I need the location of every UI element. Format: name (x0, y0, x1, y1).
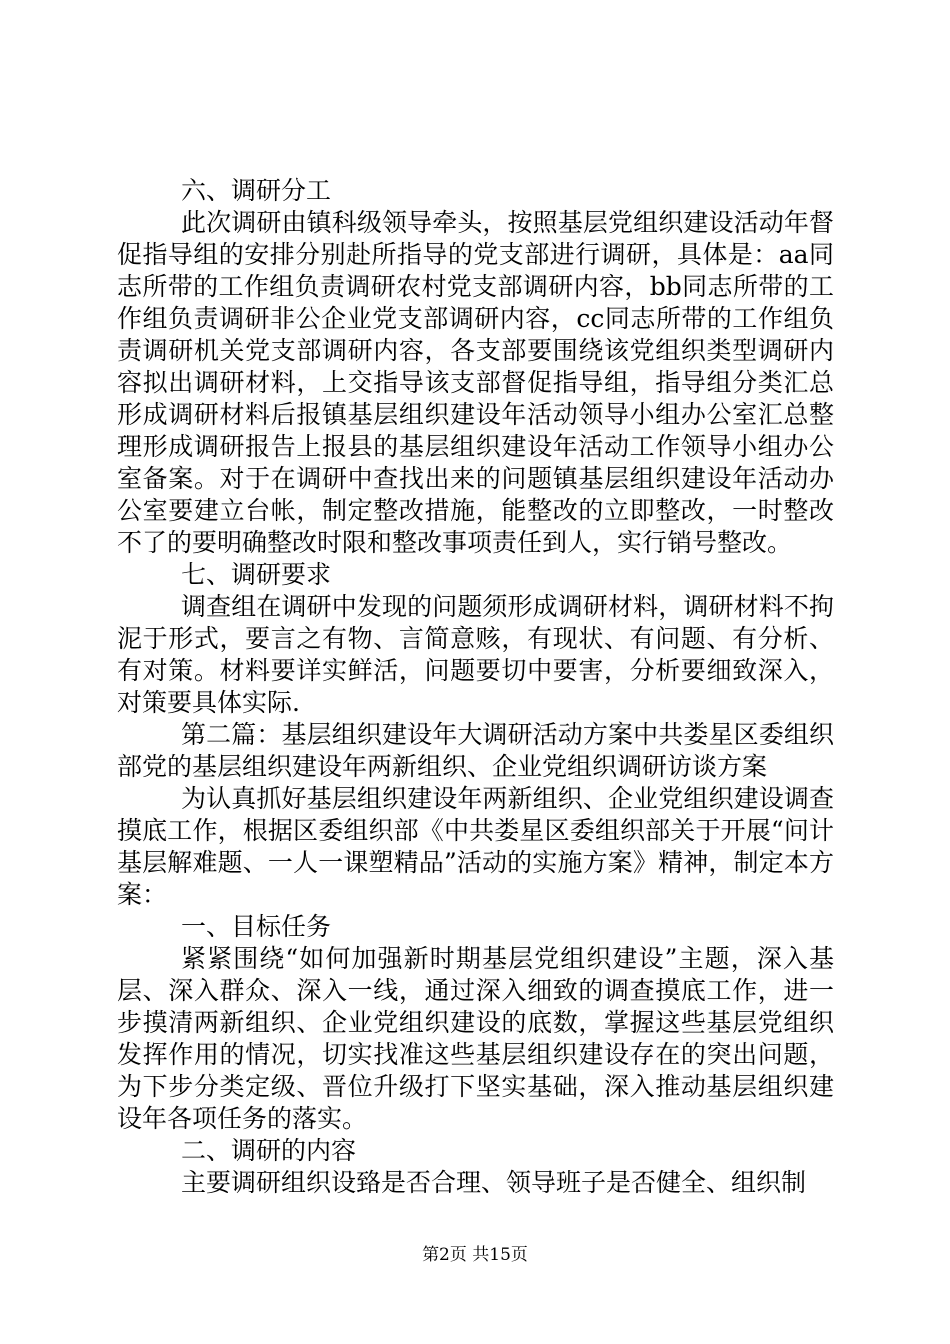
paragraph-requirements: 调查组在调研中发现的问题须形成调研材料，调研材料不拘泥于形式，要言之有物、言简意赅，有现状、有问题、有分析、有对策。材料要详实鲜活，问题要切中要害，分析要细致深入，对策要具体实际. (117, 592, 834, 717)
paragraph-content: 主要调研组织设臵是否合理、领导班子是否健全、组织制 (181, 1168, 807, 1197)
chapter-title-second: 第二篇：基层组织建设年大调研活动方案中共娄星区委组织部党的基层组织建设年两新组织、企业党组织调研访谈方案 (117, 720, 834, 781)
section-heading-requirements: 七、调研要求 (181, 560, 332, 589)
section-heading-objectives: 一、目标任务 (181, 912, 332, 941)
page-number-footer: 第2页 共15页 (422, 1245, 528, 1265)
section-heading-division-of-work: 六、调研分工 (181, 176, 332, 205)
document-body (117, 175, 834, 1199)
section-heading-content: 二、调研的内容 (181, 1136, 357, 1165)
paragraph-intro: 为认真抓好基层组织建设年两新组织、企业党组织建设调查摸底工作，根据区委组织部《中共娄星区委组织部关于开展“问计基层解难题、一人一课塑精品”活动的实施方案》精神，制定本方案： (117, 784, 834, 909)
paragraph-objectives: 紧紧围绕“如何加强新时期基层党组织建设”主题，深入基层、深入群众、深入一线，通过深入细致的调查摸底工作，进一步摸清两新组织、企业党组织建设的底数，掌握这些基层党组织发挥作用的情况，切实找准这些基层组织建设存在的突出问题，为下步分类定级、晋位升级打下坚实基础，深入推动基层组织建设年各项任务的落实。 (117, 944, 834, 1133)
paragraph-division-of-work: 此次调研由镇科级领导牵头，按照基层党组织建设活动年督促指导组的安排分别赴所指导的党支部进行调研，具体是：aa同志所带的工作组负责调研农村党支部调研内容，bb同志所带的工作组负责调研非公企业党支部调研内容，cc同志所带的工作组负责调研机关党支部调研内容，各支部要围绕该党组织类型调研内容拟出调研材料，上交指导该支部督促指导组，指导组分类汇总形成调研材料后报镇基层组织建设年活动领导小组办公室汇总整理形成调研报告上报县的基层组织建设年活动工作领导小组办公室备案。对于在调研中查找出来的问题镇基层组织建设年活动办公室要建立台帐，制定整改措施，能整改的立即整改，一时整改不了的要明确整改时限和整改事项责任到人，实行销号整改。 (117, 208, 834, 557)
